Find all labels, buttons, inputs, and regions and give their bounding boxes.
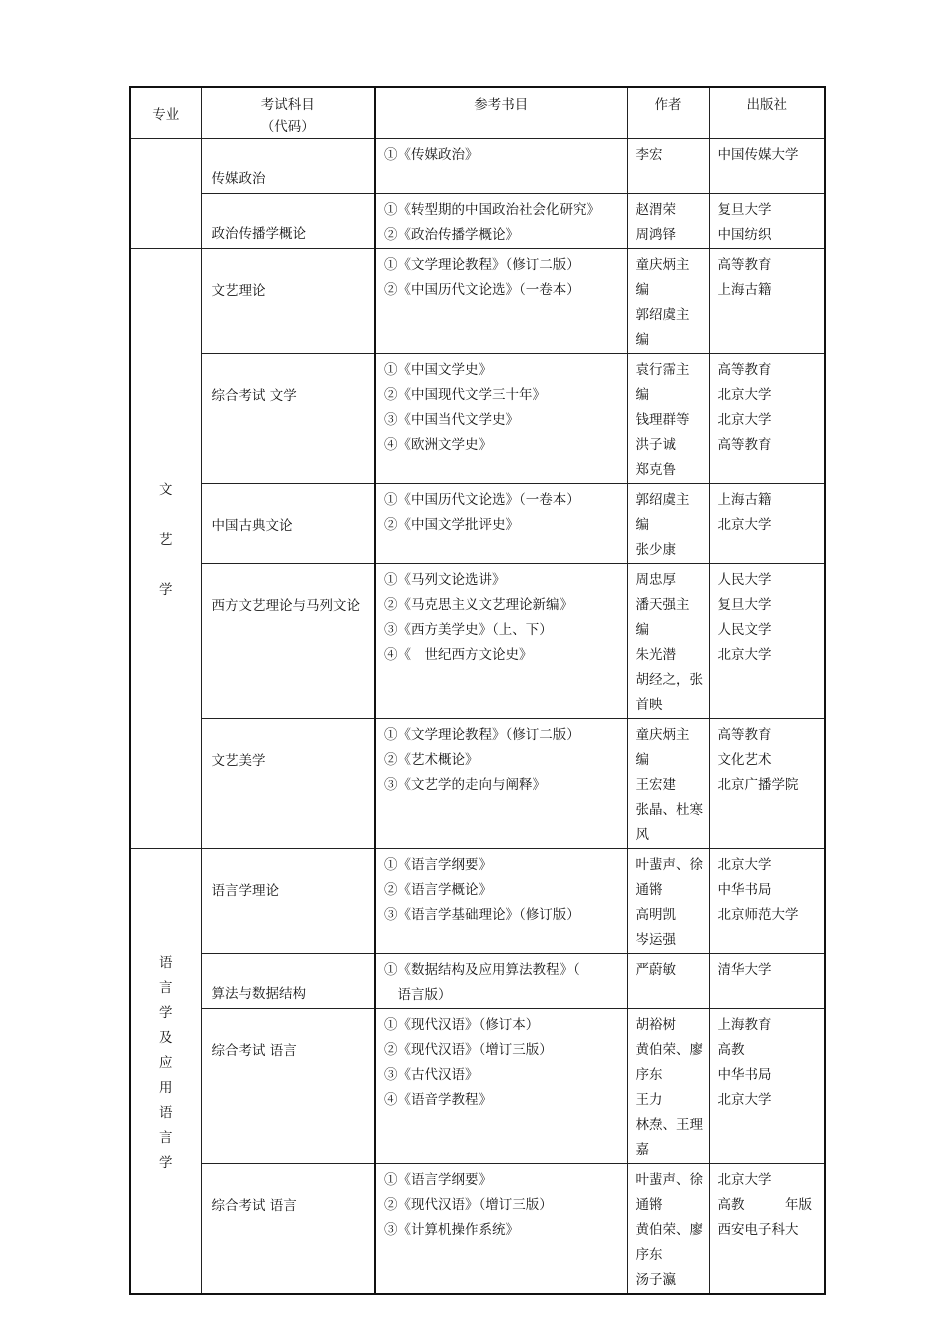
book-item: ①《传媒政治》 (384, 147, 479, 163)
publisher-item: 人民文学 (717, 622, 772, 638)
book-item: ①《马列文论选讲》 (384, 572, 506, 588)
book-item: ④《语音学教程》 (384, 1092, 492, 1108)
author-cell (627, 954, 709, 1009)
author-item: 王宏建 (635, 777, 676, 793)
publisher-item: 西安电子科大 (717, 1222, 799, 1238)
author-item: 黄伯荣、廖 (635, 1042, 703, 1058)
author-item: 潘天强主 (635, 597, 690, 613)
books-cell (375, 849, 627, 954)
publisher-item: 北京大学 (717, 1092, 772, 1108)
author-item: 编 (635, 517, 649, 533)
books-cell (375, 719, 627, 849)
books-cell (375, 249, 627, 354)
book-item: ①《数据结构及应用算法教程》（ (384, 962, 580, 978)
author-cell (627, 194, 709, 249)
author-item: 童庆炳主 (635, 727, 690, 743)
author-item: 嘉 (635, 1142, 649, 1158)
major-char: 学 (159, 581, 173, 598)
book-item: ②《中国现代文学三十年》 (384, 387, 546, 403)
author-cell (627, 564, 709, 719)
author-item: 袁行霈主 (635, 362, 690, 378)
author-item: 李宏 (635, 147, 663, 163)
publisher-item: 北京大学 (717, 647, 772, 663)
publisher-item: 北京大学 (717, 387, 772, 403)
author-item: 王力 (635, 1092, 663, 1108)
book-item: ②《现代汉语》（增订三版） (384, 1197, 553, 1213)
book-item: ②《现代汉语》（增订三版） (384, 1042, 553, 1058)
major-char: 言 (159, 980, 173, 996)
author-item: 叶蜚声、徐 (635, 857, 703, 873)
book-item: ②《中国历代文论选》（一卷本） (384, 282, 580, 298)
publisher-cell (709, 1164, 825, 1295)
publisher-item: 中国纺织 (717, 227, 772, 243)
major-char: 应 (159, 1055, 173, 1071)
book-item: ①《文学理论教程》（修订二版） (384, 727, 580, 743)
major-char: 用 (159, 1080, 173, 1096)
author-cell (627, 1164, 709, 1295)
major-char: 语 (159, 955, 173, 971)
author-item: 周鸿铎 (635, 227, 676, 243)
reference-book-table (129, 86, 826, 1295)
author-cell (627, 354, 709, 484)
books-cell (375, 1009, 627, 1164)
header-publisher: 出版社 (709, 87, 825, 139)
author-item: 高明凯 (635, 907, 676, 923)
publisher-cell (709, 194, 825, 249)
book-item: ②《马克思主义文艺理论新编》 (384, 597, 573, 613)
header-books: 参考书目 (375, 87, 627, 139)
publisher-item: 高等教育 (717, 362, 772, 378)
book-item: ③《中国当代文学史》 (384, 412, 519, 428)
publisher-item: 高教 (717, 1042, 745, 1058)
author-cell (627, 719, 709, 849)
publisher-item: 北京大学 (717, 1172, 772, 1188)
publisher-item: 文化艺术 (717, 752, 772, 768)
publisher-cell (709, 564, 825, 719)
books-cell (375, 139, 627, 194)
author-item: 郭绍虞主 (635, 307, 690, 323)
publisher-item: 高教 年版 (717, 1197, 812, 1213)
author-item: 张晶、杜寒 (635, 802, 703, 818)
publisher-cell (709, 849, 825, 954)
publisher-item: 高等教育 (717, 727, 772, 743)
book-item: ①《文学理论教程》（修订二版） (384, 257, 580, 273)
publisher-cell (709, 484, 825, 564)
author-item: 首映 (635, 697, 663, 713)
book-item: ④《 世纪西方文论史》 (384, 647, 533, 663)
author-item: 汤子瀛 (635, 1272, 676, 1288)
header-subject (201, 87, 375, 139)
publisher-item: 清华大学 (717, 962, 772, 978)
major-char: 语 (159, 1105, 173, 1121)
publisher-item: 北京大学 (717, 412, 772, 428)
author-item: 赵渭荣 (635, 202, 676, 218)
publisher-item: 上海古籍 (717, 492, 772, 508)
major-char: 学 (159, 1155, 173, 1171)
book-item: ③《计算机操作系统》 (384, 1222, 519, 1238)
publisher-cell (709, 249, 825, 354)
book-item: 语言版） (384, 987, 452, 1003)
author-item: 童庆炳主 (635, 257, 690, 273)
subject-cell: 语言学理论 (201, 849, 375, 954)
books-cell (375, 194, 627, 249)
author-item: 编 (635, 282, 649, 298)
subject-cell: 文艺理论 (201, 249, 375, 354)
book-item: ③《西方美学史》（上、下） (384, 622, 553, 638)
header-author: 作者 (627, 87, 709, 139)
author-item: 周忠厚 (635, 572, 676, 588)
author-item: 序东 (635, 1247, 663, 1263)
subject-cell: 文艺美学 (201, 719, 375, 849)
author-item: 钱理群等 (635, 412, 690, 428)
major-cell-literary-theory (130, 249, 201, 849)
publisher-item: 上海教育 (717, 1017, 772, 1033)
author-item: 编 (635, 387, 649, 403)
subject-cell: 综合考试 语言 (201, 1009, 375, 1164)
author-item: 岑运强 (635, 932, 676, 948)
publisher-item: 北京广播学院 (717, 777, 799, 793)
author-cell (627, 249, 709, 354)
book-item: ④《欧洲文学史》 (384, 437, 492, 453)
subject-cell: 中国古典文论 (201, 484, 375, 564)
publisher-item: 高等教育 (717, 437, 772, 453)
author-item: 编 (635, 622, 649, 638)
author-cell (627, 484, 709, 564)
major-char: 文 (159, 481, 173, 498)
publisher-item: 北京大学 (717, 857, 772, 873)
publisher-item: 中华书局 (717, 882, 772, 898)
major-cell-blank (130, 139, 201, 249)
author-item: 严蔚敏 (635, 962, 676, 978)
book-item: ①《中国文学史》 (384, 362, 492, 378)
book-item: ③《文艺学的走向与阐释》 (384, 777, 546, 793)
author-item: 胡裕树 (635, 1017, 676, 1033)
book-item: ①《现代汉语》（修订本） (384, 1017, 540, 1033)
publisher-item: 中华书局 (717, 1067, 772, 1083)
publisher-item: 北京师范大学 (717, 907, 799, 923)
subject-cell: 综合考试 文学 (201, 354, 375, 484)
book-item: ①《转型期的中国政治社会化研究》 (384, 202, 600, 218)
publisher-item: 复旦大学 (717, 597, 772, 613)
book-item: ①《语言学纲要》 (384, 857, 492, 873)
author-item: 胡经之，张 (635, 672, 703, 688)
publisher-item: 人民大学 (717, 572, 772, 588)
book-item: ①《语言学纲要》 (384, 1172, 492, 1188)
header-subject-line1: 考试科目 (260, 97, 315, 113)
author-item: 朱光潜 (635, 647, 676, 663)
subject-cell: 西方文艺理论与马列文论 (201, 564, 375, 719)
author-item: 林焘、王理 (635, 1117, 703, 1133)
author-item: 叶蜚声、徐 (635, 1172, 703, 1188)
author-item: 郭绍虞主 (635, 492, 690, 508)
publisher-cell (709, 954, 825, 1009)
major-cell-linguistics (130, 849, 201, 1295)
subject-cell: 传媒政治 (201, 139, 375, 194)
author-item: 通锵 (635, 1197, 663, 1213)
subject-cell: 政治传播学概论 (201, 194, 375, 249)
publisher-item: 北京大学 (717, 517, 772, 533)
author-item: 编 (635, 752, 649, 768)
publisher-item: 高等教育 (717, 257, 772, 273)
author-cell (627, 849, 709, 954)
books-cell (375, 484, 627, 564)
book-item: ②《语言学概论》 (384, 882, 492, 898)
major-char: 艺 (159, 531, 173, 548)
author-item: 张少康 (635, 542, 676, 558)
books-cell (375, 1164, 627, 1295)
books-cell (375, 954, 627, 1009)
subject-cell: 算法与数据结构 (201, 954, 375, 1009)
publisher-cell (709, 139, 825, 194)
author-item: 郑克鲁 (635, 462, 676, 478)
author-item: 序东 (635, 1067, 663, 1083)
major-char: 言 (159, 1130, 173, 1146)
books-cell (375, 354, 627, 484)
book-item: ②《中国文学批评史》 (384, 517, 519, 533)
publisher-cell (709, 354, 825, 484)
book-item: ②《政治传播学概论》 (384, 227, 519, 243)
subject-cell: 综合考试 语言 (201, 1164, 375, 1295)
books-cell (375, 564, 627, 719)
book-item: ①《中国历代文论选》（一卷本） (384, 492, 580, 508)
header-subject-line2: （代码） (260, 119, 315, 135)
header-major: 专业 (130, 87, 201, 139)
author-cell (627, 139, 709, 194)
book-item: ③《古代汉语》 (384, 1067, 479, 1083)
author-item: 编 (635, 332, 649, 348)
book-item: ②《艺术概论》 (384, 752, 479, 768)
publisher-item: 中国传媒大学 (717, 147, 799, 163)
author-item: 通锵 (635, 882, 663, 898)
author-item: 黄伯荣、廖 (635, 1222, 703, 1238)
major-char: 及 (159, 1030, 173, 1046)
publisher-cell (709, 1009, 825, 1164)
publisher-item: 上海古籍 (717, 282, 772, 298)
publisher-cell (709, 719, 825, 849)
book-item: ③《语言学基础理论》（修订版） (384, 907, 580, 923)
author-item: 风 (635, 827, 649, 843)
author-item: 洪子诚 (635, 437, 676, 453)
publisher-item: 复旦大学 (717, 202, 772, 218)
author-cell (627, 1009, 709, 1164)
major-char: 学 (159, 1005, 173, 1021)
